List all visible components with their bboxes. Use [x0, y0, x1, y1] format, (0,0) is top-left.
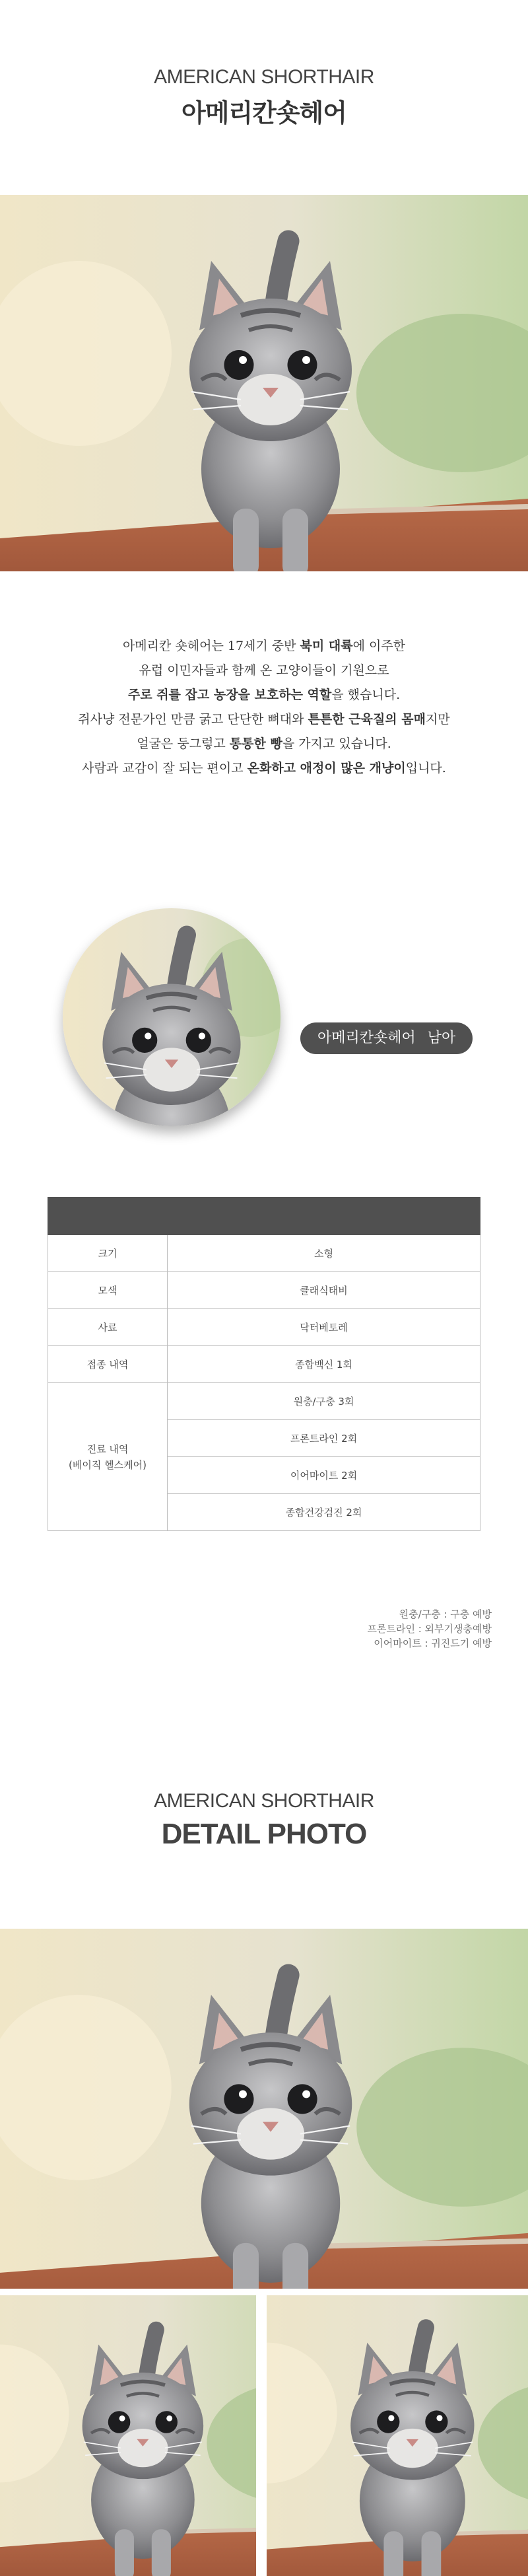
row-label: 사료: [48, 1309, 168, 1346]
kitten-photo-icon: [0, 2295, 256, 2576]
kitten-portrait-icon: [63, 908, 280, 1126]
kor-title: 아메리칸숏헤어: [182, 98, 346, 127]
row-label: 접종 내역: [48, 1346, 168, 1383]
care-label-line: 진료 내역: [86, 1443, 129, 1455]
kitten-photo-icon: [0, 1929, 528, 2289]
row-value: 소형: [168, 1235, 480, 1272]
description-text: 에 이주한: [352, 639, 406, 653]
description-emphasis: 튼튼한 근육질의 몸매: [308, 712, 426, 727]
profile-gender: 남아: [427, 1030, 456, 1046]
detail-title: DETAIL PHOTO: [161, 1818, 367, 1850]
description-line: [0, 756, 528, 781]
profile-label: [300, 1022, 473, 1054]
care-label-line: (베이직 헬스케어): [69, 1458, 147, 1471]
description-emphasis: 온화하고 애정이 많은 개냥이: [247, 761, 406, 775]
description-text: 아메리칸 숏헤어는 17세기 중반: [122, 639, 300, 653]
detail-photo-large: [0, 1929, 528, 2289]
description-text: 사람과 교감이 잘 되는 편이고: [82, 761, 248, 775]
description-text: 입니다.: [405, 761, 446, 775]
info-table: [48, 1197, 480, 1531]
care-value: 종합건강검진 2회: [168, 1494, 480, 1531]
row-label: 모색: [48, 1272, 168, 1309]
description-line: [0, 659, 528, 683]
detail-eng-title: AMERICAN SHORTHAIR: [154, 1790, 374, 1812]
detail-photo-right: [267, 2295, 528, 2576]
table-row: [48, 1235, 480, 1272]
detail-photo-left: [0, 2295, 256, 2576]
description-text: 지만: [425, 712, 450, 727]
table-header-cell: [48, 1198, 168, 1235]
description-text: 유럽 이민자들과 함께 온 고양이들이 기원으로: [139, 663, 389, 678]
description-line: [0, 732, 528, 756]
table-row: [48, 1346, 480, 1383]
eng-title: AMERICAN SHORTHAIR: [154, 66, 374, 88]
care-value: 이어마이트 2회: [168, 1457, 480, 1494]
description-emphasis: 통통한 빵: [229, 736, 282, 751]
table-row: [48, 1383, 480, 1420]
description: [0, 634, 528, 781]
row-value: 종합백신 1회: [168, 1346, 480, 1383]
table-row: [48, 1309, 480, 1346]
note-line: 프론트라인 : 외부기생충예방: [367, 1623, 492, 1635]
description-line: [0, 634, 528, 659]
description-emphasis: 주로 쥐를 잡고 농장을 보호하는 역할: [127, 688, 332, 702]
description-text: 쥐사냥 전문가인 만큼 굵고 단단한 뼈대와: [78, 712, 308, 727]
note-line: 이어마이트 : 귀진드기 예방: [374, 1637, 492, 1649]
care-value: 프론트라인 2회: [168, 1420, 480, 1457]
row-value: 클래식태비: [168, 1272, 480, 1309]
row-value: 닥터베토레: [168, 1309, 480, 1346]
description-emphasis: 북미 대륙: [300, 639, 353, 653]
table-header-cell: [168, 1198, 480, 1235]
table-header-row: [48, 1198, 480, 1235]
kitten-photo-icon: [267, 2295, 528, 2576]
row-label: 크기: [48, 1235, 168, 1272]
notes: [264, 1607, 492, 1651]
description-text: 을 가지고 있습니다.: [282, 736, 391, 751]
description-text: 얼굴은 둥그렇고: [137, 736, 230, 751]
profile-photo: [63, 908, 280, 1126]
description-line: [0, 683, 528, 707]
profile-name: 아메리칸숏헤어: [317, 1030, 416, 1046]
note-line: 원충/구충 : 구충 예방: [399, 1608, 492, 1620]
table-row: [48, 1272, 480, 1309]
hero-kitten-photo: [0, 195, 528, 571]
care-label: [48, 1383, 168, 1531]
care-value: 원충/구충 3회: [168, 1383, 480, 1420]
description-text: 을 했습니다.: [331, 688, 401, 702]
description-line: [0, 707, 528, 732]
kitten-photo-icon: [0, 195, 528, 571]
